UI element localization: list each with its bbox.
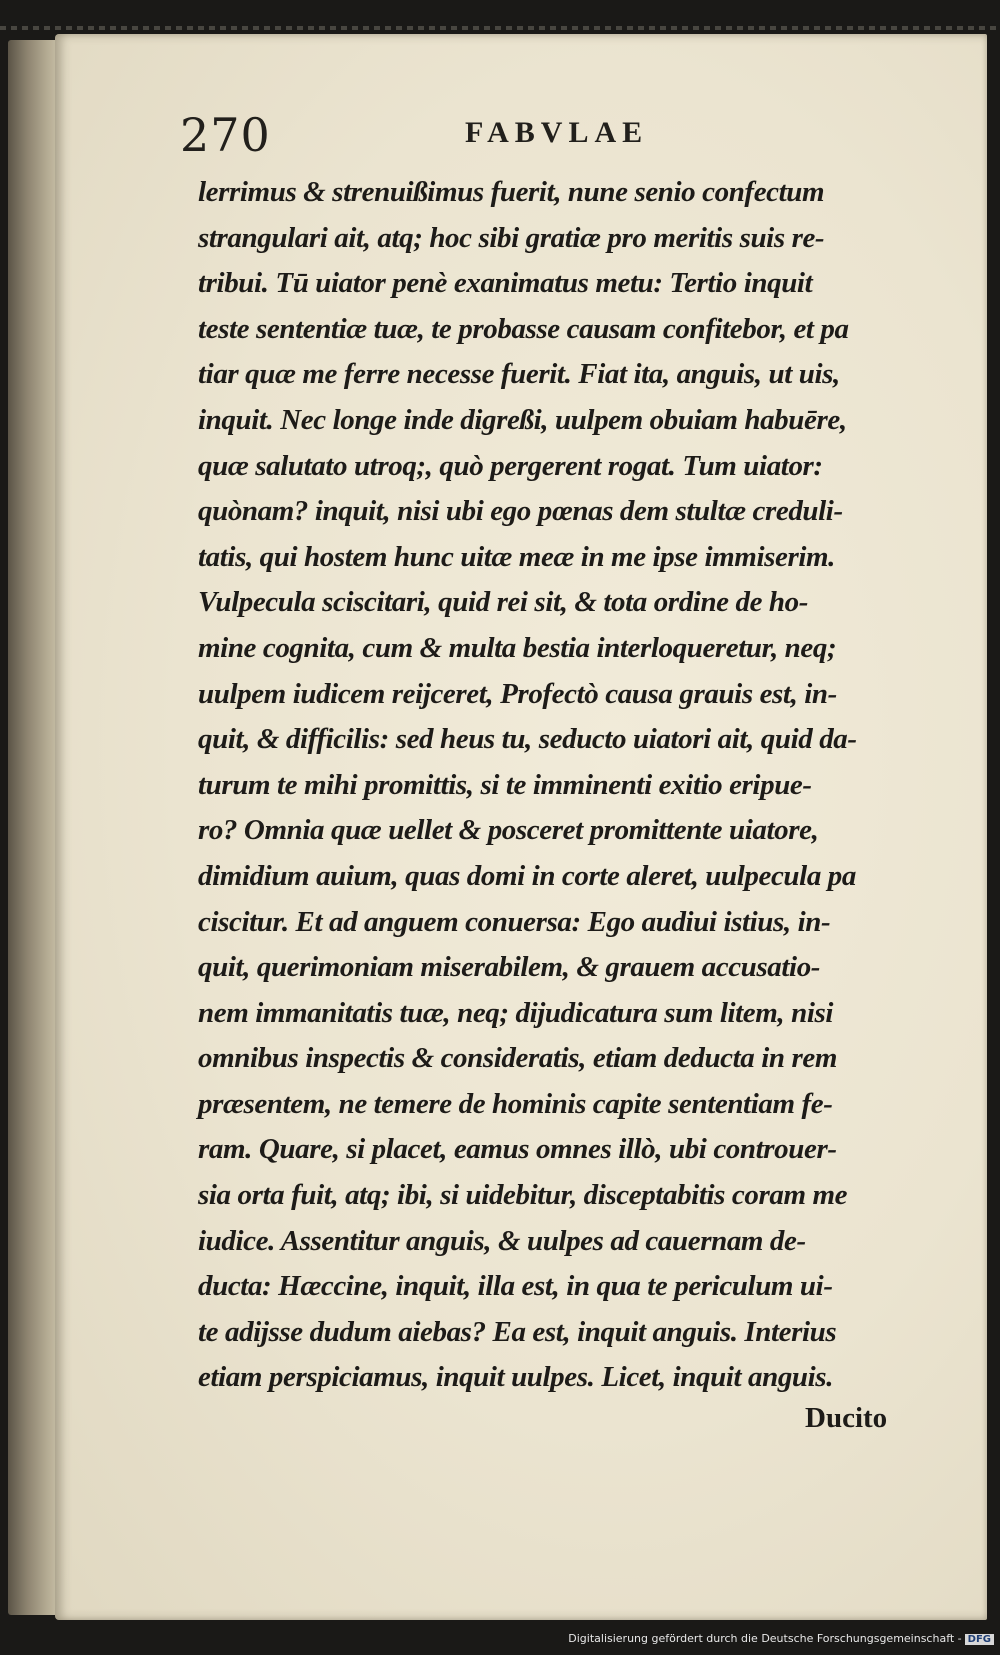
text-line: te adijsse dudum aiebas? Ea est, inquit anguis. Interius xyxy=(198,1315,837,1348)
text-line: sia orta fuit, atq; ibi, si uidebitur, disceptabitis coram me xyxy=(198,1179,848,1212)
text-line: etiam perspiciamus, inquit uulpes. Licet, inquit anguis. xyxy=(198,1361,834,1394)
text-line: mine cognita, cum & multa bestia interloqueretur, neq; xyxy=(198,631,837,664)
text-line: dimidium auium, quas domi in corte aleret, uulpecula pa xyxy=(198,859,856,892)
dfg-logo-icon: DFG xyxy=(965,1634,994,1645)
body-text xyxy=(198,170,938,1401)
text-line: turum te mihi promittis, si te imminenti exitio eripue- xyxy=(198,768,812,801)
credit-text: Digitalisierung gefördert durch die Deutsche Forschungsgemeinschaft - xyxy=(568,1632,962,1645)
page-number: 270 xyxy=(180,108,271,162)
text-line: teste sententiæ tuæ, te probasse causam confitebor, et pa xyxy=(198,312,849,345)
text-line: quæ salutato utroq;, quò pergerent rogat. Tum uiator: xyxy=(198,449,823,482)
text-line: ram. Quare, si placet, eamus omnes illò, ubi controuer- xyxy=(198,1133,837,1166)
text-line: tribui. Tū uiator penè exanimatus metu: Tertio inquit xyxy=(198,267,813,300)
text-line: omnibus inspectis & consideratis, etiam deducta in rem xyxy=(198,1042,837,1075)
text-line: inquit. Nec longe inde digreßi, uulpem obuiam habuēre, xyxy=(198,403,847,436)
text-line: Vulpecula sciscitari, quid rei sit, & tota ordine de ho- xyxy=(198,586,809,619)
text-line: præsentem, ne temere de hominis capite sententiam fe- xyxy=(198,1087,833,1120)
catchword: Ducito xyxy=(805,1402,888,1434)
digitization-credit xyxy=(568,1632,994,1645)
text-line: quit, & difficilis: sed heus tu, seducto uiatori ait, quid da- xyxy=(198,723,857,756)
text-line: strangulari ait, atq; hoc sibi gratiæ pro meritis suis re- xyxy=(198,221,825,254)
text-line: uulpem iudicem reijceret, Profectò causa grauis est, in- xyxy=(198,677,837,710)
text-line: tiar quæ me ferre necesse fuerit. Fiat ita, anguis, ut uis, xyxy=(198,358,840,391)
text-line: tatis, qui hostem hunc uitæ meæ in me ipse immiserim. xyxy=(198,540,836,573)
text-line: lerrimus & strenuißimus fuerit, nune senio confectum xyxy=(198,176,825,208)
text-line: quònam? inquit, nisi ubi ego pœnas dem stultæ creduli- xyxy=(198,495,843,528)
text-line: ro? Omnia quæ uellet & posceret promittente uiatore, xyxy=(198,814,819,847)
running-head: FABVLAE xyxy=(465,116,649,149)
top-edge-dashes xyxy=(0,26,1000,30)
text-line: nem immanitatis tuæ, neq; dijudicatura sum litem, nisi xyxy=(198,996,834,1029)
text-line: iudice. Assentitur anguis, & uulpes ad cauernam de- xyxy=(198,1224,806,1257)
text-line: ducta: Hæccine, inquit, illa est, in qua te periculum ui- xyxy=(198,1270,833,1303)
text-line: quit, querimoniam miserabilem, & grauem accusatio- xyxy=(198,951,821,984)
text-line: ciscitur. Et ad anguem conuersa: Ego audiui istius, in- xyxy=(198,905,831,938)
